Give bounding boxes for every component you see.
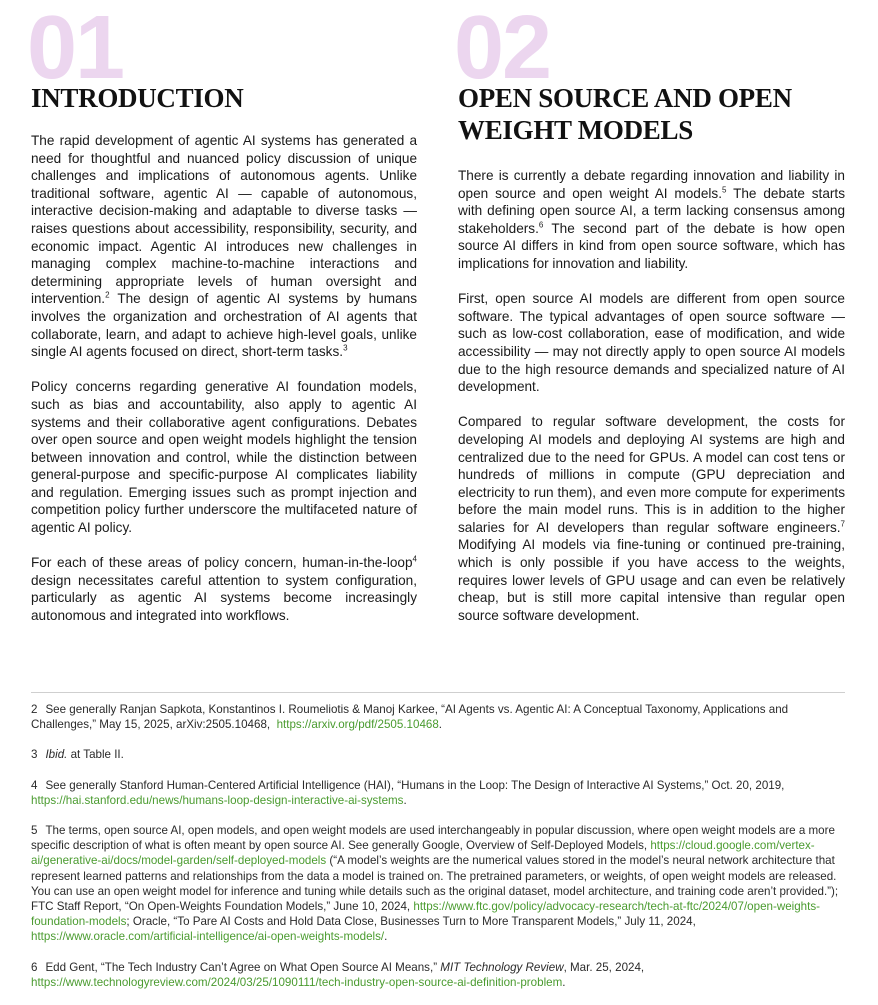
section-number: 02 (454, 0, 551, 98)
footnote-ref[interactable]: 6 (538, 220, 544, 230)
paragraph: For each of these areas of policy concern, human-in-the-loop$^4$ design necessitates careful attention to system configuration, particularly as agentic AI systems become increasingly autonomous and integrated into workflows. (31, 554, 417, 624)
section-body (31, 132, 417, 642)
section-title: OPEN SOURCE AND OPEN WEIGHT MODELS (458, 83, 792, 145)
footnote-link[interactable]: https://arxiv.org/pdf/2505.10468 (276, 718, 439, 732)
footnotes (31, 702, 845, 1005)
footnote-3: 3 Ibid. at Table II. (31, 748, 124, 762)
footnote-4: 4 See generally Stanford Human-Centered Artificial Intelligence (HAI), “Humans in the Loop: The Design of Interactive AI Systems,” Oct. 20, 2019, https://hai.stanford.edu/news/humans-loop-design-interactive-ai-systems. (31, 778, 785, 807)
footnote-5: 5 The terms, open source AI, open models, and open weight models are used interchangeably in popular discussion, where open weight models are a more specific description of what is often meant by open source AI. See generally Google, Overview of Self-Deployed Models, https://cloud.google.com/vertex-ai/generative-ai/docs/model-garden/self-deployed-models (“A model’s weights are the numerical values stored in the model’s neural network architecture that represent learned patterns and relationships from the data a model is trained on. The pretrained parameters, or weights, of open weight models are released. You can use an open weight model for inference and tuning while details such as the original dataset, model architecture, and training code aren’t provided.”); FTC Staff Report, “On Open-Weights Foundation Models,” June 10, 2024, https://www.ftc.gov/policy/advocacy-research/tech-at-ftc/2024/07/open-weights-foundation-models; Oracle, “To Pare AI Costs and Hold Data Close, Businesses Turn to More Transparent Models,” July 11, 2024, https://www.oracle.com/artificial-intelligence/ai-open-weights-models/. (31, 824, 839, 944)
footnote-link[interactable]: https://www.technologyreview.com/2024/03/25/1090111/tech-industry-open-source-ai-definition-problem (31, 975, 563, 989)
footnote-2: 2 See generally Ranjan Sapkota, Konstantinos I. Roumeliotis & Manoj Karkee, “AI Agents vs. Agentic AI: A Conceptual Taxonomy, Applications and Challenges,” May 15, 2025, arXiv:2505.10468, https://arxiv.org/pdf/2505.10468. (31, 703, 789, 732)
paragraph: Compared to regular software development, the costs for developing AI models and deploying AI systems are high and centralized due to the need for GPUs. A model can cost tens or hundreds of millions in compute (GPU depreciation and electricity to run them), and even more compute for experiments before the main model runs. This is in addition to the higher salaries for AI developers than regular software engineers.$^7$ Modifying AI models via fine-tuning or continued pre-training, which is only possible if you have access to the weights, requires lower levels of GPU usage and can even be relatively cheap, but is still more capital intensive than regular open source software development. (458, 414, 845, 623)
footnote-ref[interactable]: 2 (105, 290, 110, 300)
footnote-link[interactable]: https://www.oracle.com/artificial-intelligence/ai-open-weights-models/ (31, 930, 385, 944)
footnote-ref[interactable]: 5 (722, 185, 727, 195)
paragraph: There is currently a debate regarding innovation and liability in open source and open weight AI models.$^5$ The debate starts with defining open source AI, a term lacking consensus among stakeholders.$^6$ The second part of the debate is how open source AI differs in kind from open source software, which has implications for innovation and liability. (458, 168, 845, 271)
section-title: INTRODUCTION (31, 83, 244, 113)
footnote-ref[interactable]: 7 (840, 519, 845, 529)
footnote-link[interactable]: https://www.ftc.gov/policy/advocacy-research/tech-at-ftc/2024/07/open-weights-foundation-models (31, 900, 820, 929)
section-number: 01 (27, 0, 124, 98)
footnote-link[interactable]: https://cloud.google.com/vertex-ai/generative-ai/docs/model-garden/self-deployed-models (31, 839, 815, 868)
footnote-6: 6 Edd Gent, “The Tech Industry Can’t Agree on What Open Source AI Means,” MIT Technology Review, Mar. 25, 2024, https://www.technologyreview.com/2024/03/25/1090111/tech-industry-open-source-ai-definition-problem. (31, 960, 645, 989)
footnote-ref[interactable]: 4 (412, 554, 417, 564)
section-body (458, 167, 845, 642)
paragraph: First, open source AI models are different from open source software. The typical advantages of open source software — such as low-cost collaboration, ease of modification, and wide accessibility — may not directly apply to open source AI models due to the high resource demands and specialized nature of AI development. (458, 291, 845, 395)
footnote-ref[interactable]: 3 (343, 343, 348, 353)
paragraph: The rapid development of agentic AI systems has generated a need for thoughtful and nuanced policy discussion of unique challenges and implications of autonomous agents. Unlike traditional software, agentic AI — capable of autonomous, interactive decision-making and adaptable to diverse tasks — raises questions about accessibility, responsibility, security, and economic impact. Agentic AI introduces new challenges in managing complex machine-to-machine interactions and determining appropriate levels of human oversight and intervention.$^2$ The design of agentic AI systems by humans involves the organization and orchestration of AI agents that collaborate, learn, and adapt to achieve high-level goals, unlike single AI agents focused on direct, short-term tasks.$^3$ (31, 133, 417, 360)
paragraph: Policy concerns regarding generative AI foundation models, such as bias and accountability, also apply to agentic AI systems and their collaborative agent configurations. Debates over open source and open weight models highlight the tension between innovation and control, while the distinction between general-purpose and specific-purpose AI complicates liability and regulation. Emerging issues such as prompt injection and competition policy further underscore the multifaceted nature of agentic AI policy. (31, 379, 417, 536)
footnote-link[interactable]: https://hai.stanford.edu/news/humans-loop-design-interactive-ai-systems (31, 793, 404, 807)
footnote-divider (31, 692, 845, 693)
